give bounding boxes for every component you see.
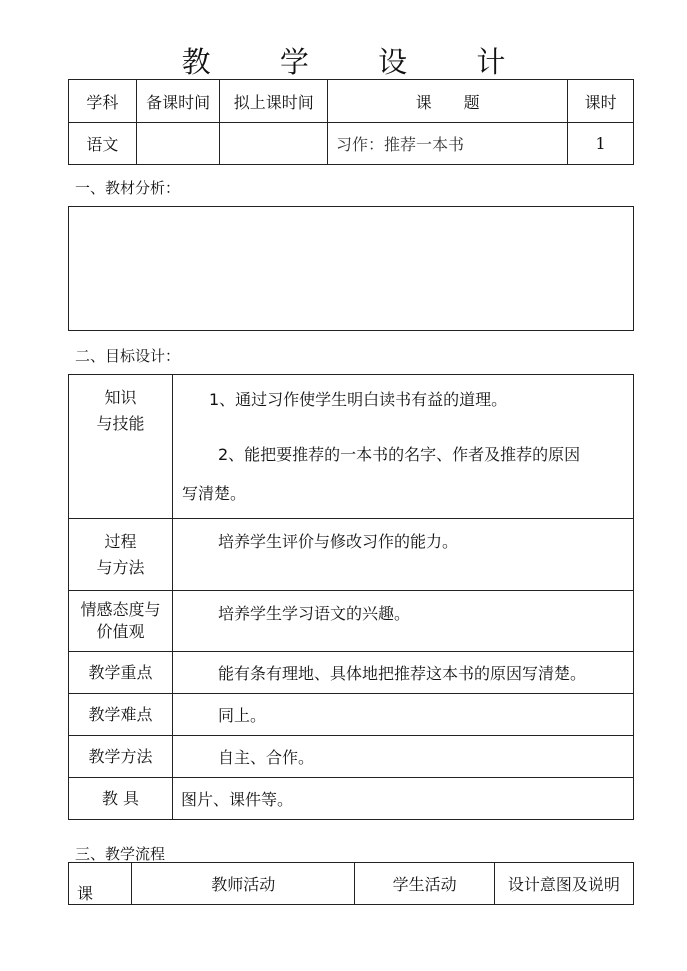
process-content: 培养学生评价与修改习作的能力。 <box>173 519 634 591</box>
value-class-time <box>220 123 328 165</box>
method-content: 自主、合作。 <box>173 736 634 778</box>
value-periods: 1 <box>568 123 634 165</box>
value-subject: 语文 <box>69 123 137 165</box>
difficulty-content: 同上。 <box>173 694 634 736</box>
section-material-analysis: 一、教材分析： <box>75 179 181 197</box>
knowledge-content <box>173 375 634 519</box>
method-label: 教学方法 <box>69 736 173 778</box>
header-periods: 课时 <box>568 80 634 123</box>
tools-content: 图片、课件等。 <box>173 778 634 820</box>
difficulty-label: 教学难点 <box>69 694 173 736</box>
value-prep-time <box>136 123 220 165</box>
key-point-label: 教学重点 <box>69 652 173 694</box>
tools-label: 教 具 <box>69 778 173 820</box>
knowledge-item-2-cont: 写清楚。 <box>182 483 247 503</box>
header-class-time: 拟上课时间 <box>220 80 328 123</box>
section-teaching-flow: 三、教学流程 <box>75 845 166 863</box>
info-table <box>68 79 634 165</box>
key-point-content: 能有条有理地、具体地把推荐这本书的原因写清楚。 <box>173 652 634 694</box>
flow-header-teacher: 教师活动 <box>132 863 355 905</box>
header-prep-time: 备课时间 <box>136 80 220 123</box>
process-label: 过程 与方法 <box>69 519 173 591</box>
flow-header-intent: 设计意图及说明 <box>494 863 633 905</box>
value-topic: 习作：推荐一本书 <box>328 123 568 165</box>
page-title: 教 学 设 计 <box>181 45 536 79</box>
header-topic: 课 题 <box>328 80 568 123</box>
emotion-content: 培养学生学习语文的兴趣。 <box>173 591 634 652</box>
goals-table <box>68 374 634 820</box>
knowledge-item-2: 2、能把要推荐的一本书的名字、作者及推荐的原因 <box>218 445 581 465</box>
material-analysis-box <box>68 206 634 331</box>
header-subject: 学科 <box>69 80 137 123</box>
knowledge-label: 知识 与技能 <box>69 375 173 519</box>
flow-table <box>68 862 634 905</box>
section-goal-design: 二、目标设计： <box>75 347 181 365</box>
knowledge-item-1: 1、通过习作使学生明白读书有益的道理。 <box>209 390 508 409</box>
emotion-label: 情感态度与 价值观 <box>69 591 173 652</box>
flow-header-lesson: 课 <box>69 863 132 905</box>
flow-header-student: 学生活动 <box>355 863 494 905</box>
